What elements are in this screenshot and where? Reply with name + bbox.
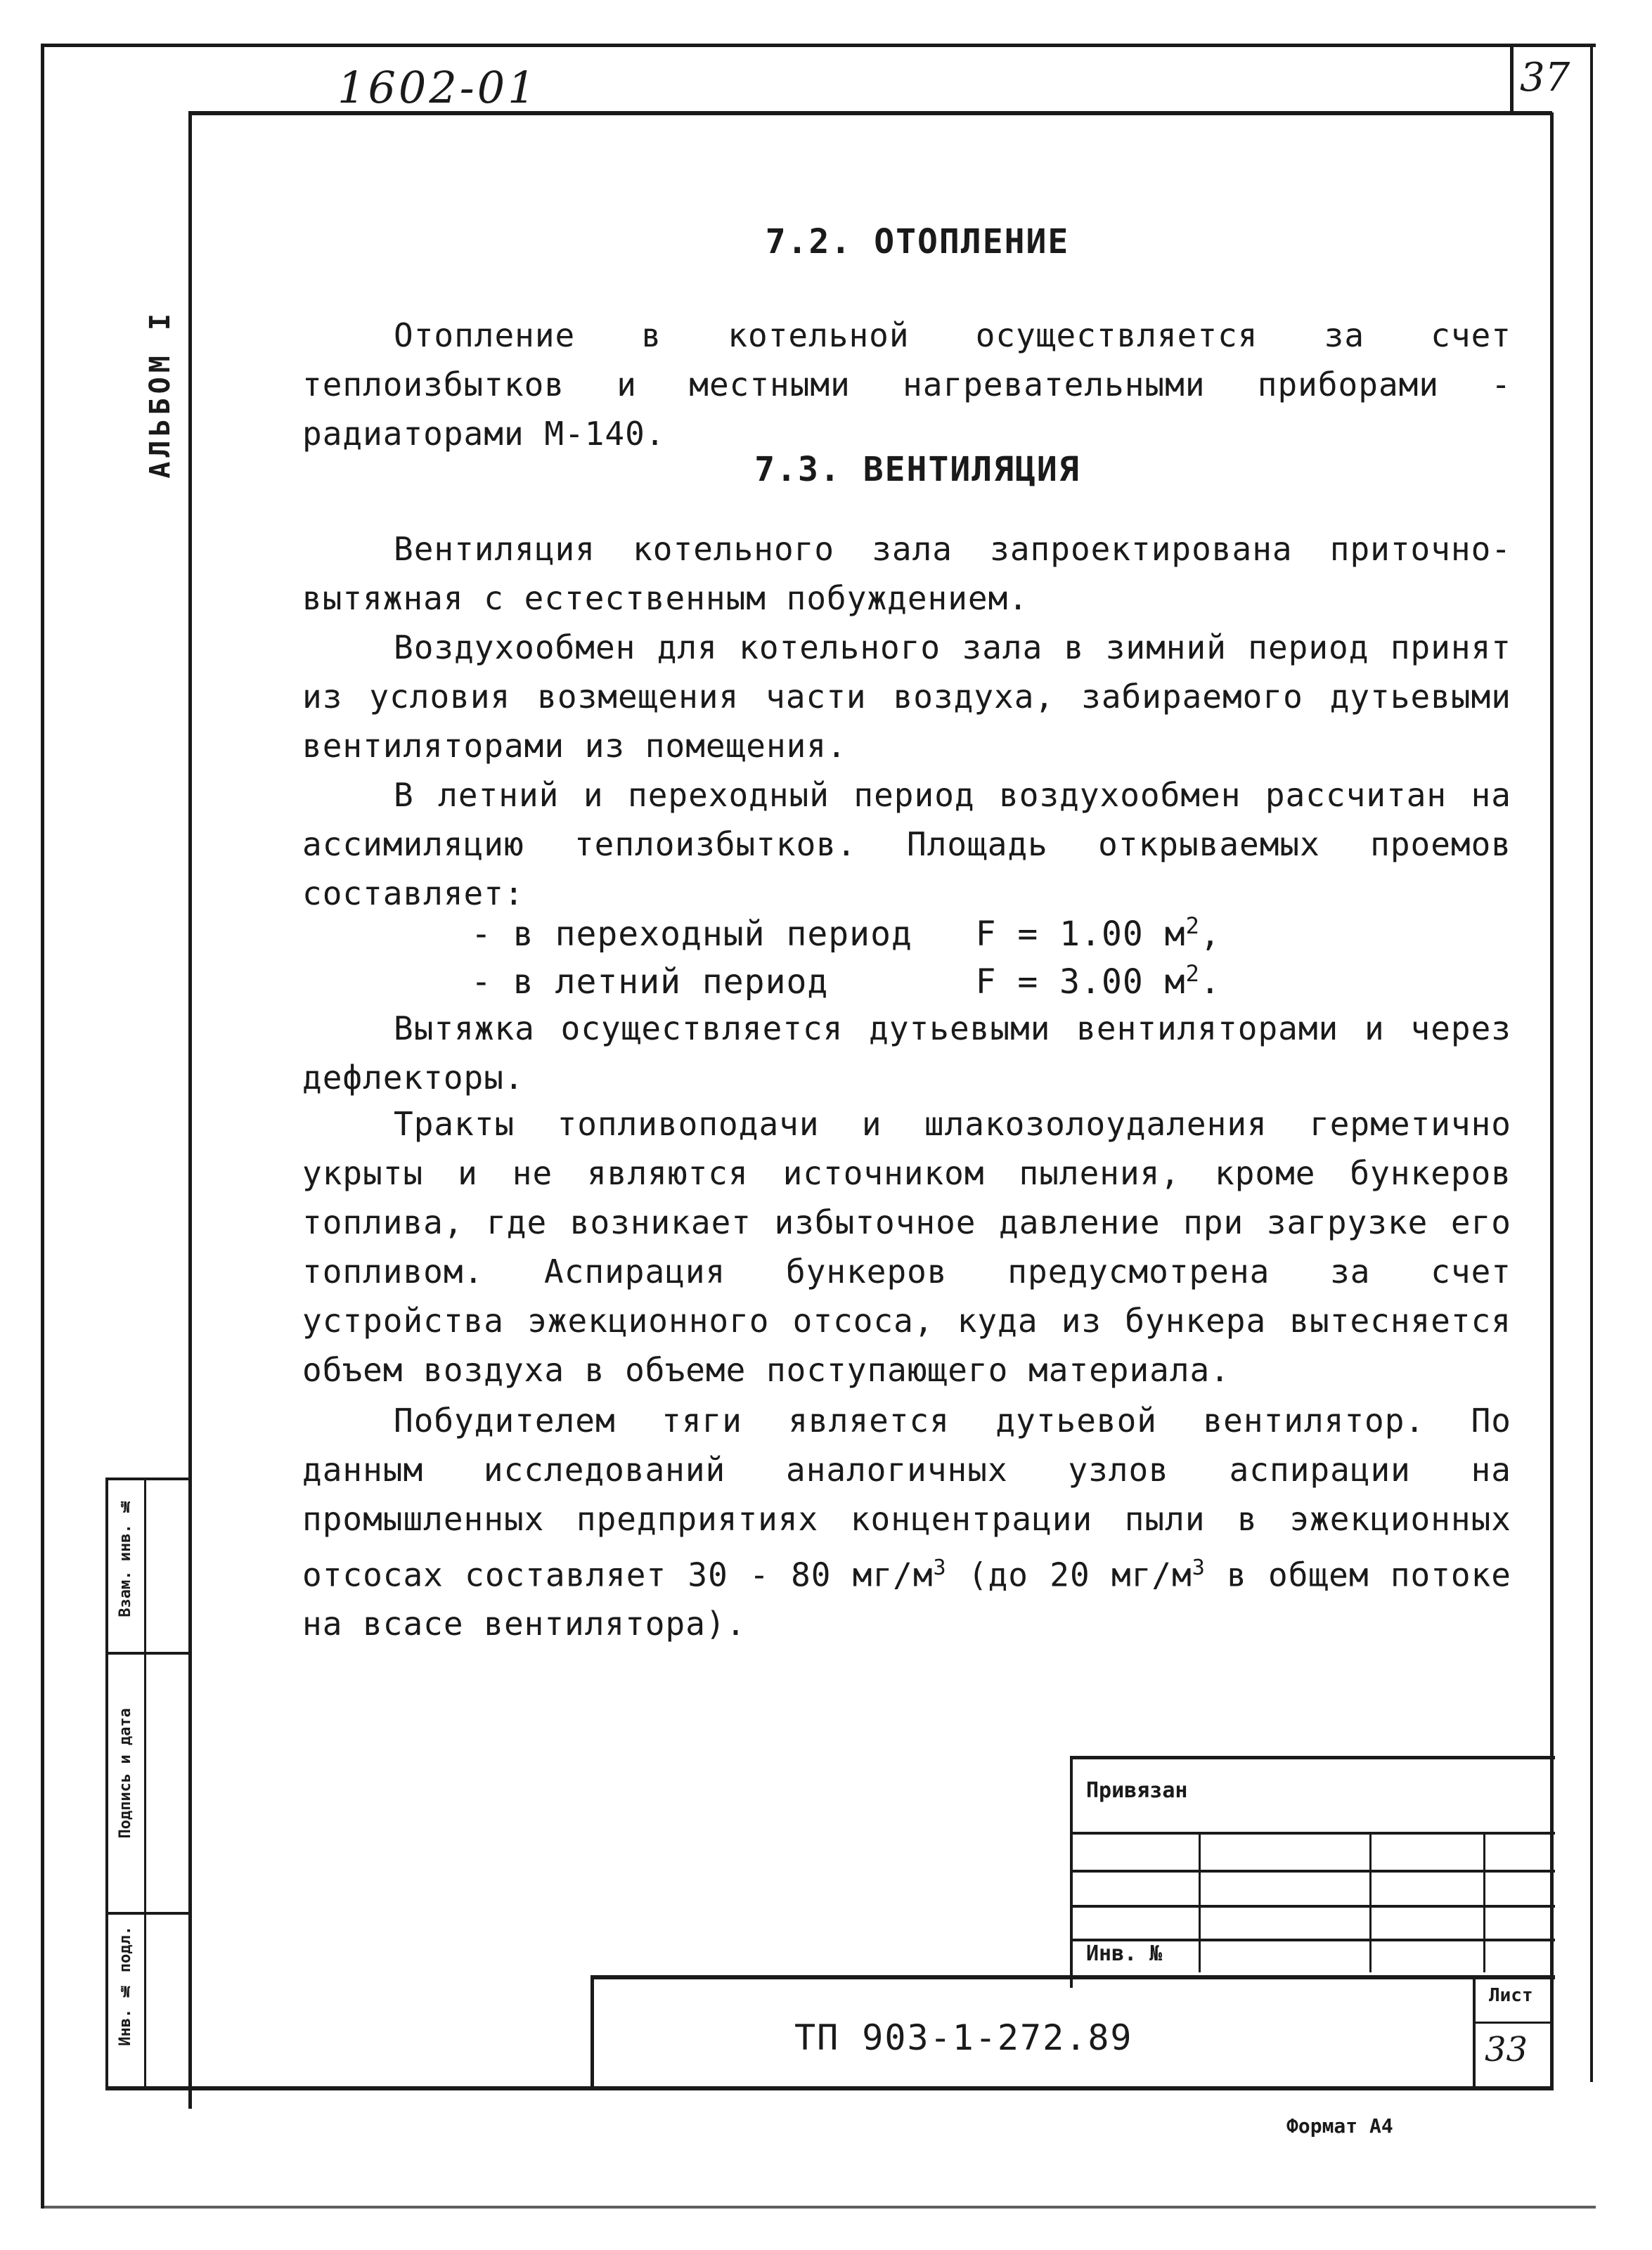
side-stamp-replace-inv: Взам. инв. № — [117, 1497, 134, 1617]
inner-frame-bottom — [105, 2086, 1554, 2090]
inv-no-label: Инв. № — [1086, 1941, 1163, 1966]
side-stamp-signature-date: Подпись и дата — [117, 1708, 134, 1839]
ventilation-paragraph-2: Воздухообмен для котельного зала в зимний период принят из условия возмещения части воздуха, забираемого дутьевыми вентиляторами из помещения. — [302, 628, 1511, 765]
sheet-number: 33 — [1485, 2030, 1528, 2069]
format-label: Формат А4 — [1286, 2114, 1393, 2138]
handwritten-code: 1602-01 — [337, 62, 538, 113]
album-label: АЛЬБОМ I — [144, 309, 176, 479]
ventilation-paragraph-6: Побудителем тяги является дутьевой вентилятор. По данным исследований аналогичных узлов аспирации на промышленных предприятиях концентрации пыли в эжекционных отсосах составляет 30 - 80 $мг/м^3$ (до 20 $мг/м^3$ в общем потоке на всасе вентилятора). — [302, 1402, 1511, 1643]
side-stamp-inv-no: Инв. № подл. — [117, 1926, 134, 2046]
opening-area-item-summer: - в летний период F = 3.00 $м^2$. — [471, 960, 1221, 1002]
ventilation-paragraph-5: Тракты топливоподачи и шлакозолоудаления герметично укрыты и не являются источником пыления, кроме бункеров топлива, где возникает избыточное давление при загрузке его топливом. Аспирация бункеров предусмотрена за счет устройства эжекционного отсоса, куда из бункера вытесняется объем воздуха в объеме поступающего материала. — [302, 1105, 1511, 1389]
outer-frame-left — [41, 44, 44, 2209]
page-number: 37 — [1520, 55, 1570, 101]
outer-frame-bottom — [42, 2206, 1596, 2209]
opening-area-item-transition: - в переходный период F = 1.00 $м^2$, — [471, 912, 1221, 954]
document-code: ТП 903-1-272.89 — [794, 2017, 1133, 2058]
ventilation-paragraph-4: Вытяжка осуществляется дутьевыми вентиляторами и через дефлекторы. — [302, 1009, 1511, 1097]
section-title-heating: 7.2. ОТОПЛЕНИЕ — [765, 222, 1070, 261]
page-number-box-right — [1590, 44, 1593, 2082]
inner-frame-left — [188, 112, 192, 2109]
outer-frame-top — [42, 44, 1596, 47]
privyazan-label: Привязан — [1086, 1778, 1188, 1803]
heating-paragraph: Отопление в котельной осуществляется за счет теплоизбытков и местными нагревательными приборами - радиаторами М-140. — [302, 316, 1511, 453]
ventilation-paragraph-3: В летний и переходный период воздухообмен рассчитан на ассимиляцию теплоизбытков. Площадь открываемых проемов составляет: — [302, 776, 1511, 912]
section-title-ventilation: 7.3. ВЕНТИЛЯЦИЯ — [754, 450, 1080, 489]
inner-frame-right — [1550, 112, 1554, 2088]
page-number-box-left — [1510, 44, 1514, 114]
ventilation-paragraph-1: Вентиляция котельного зала запроектирована приточно-вытяжная с естественным побуждением. — [302, 530, 1511, 617]
sheet-label: Лист — [1489, 1985, 1533, 2006]
